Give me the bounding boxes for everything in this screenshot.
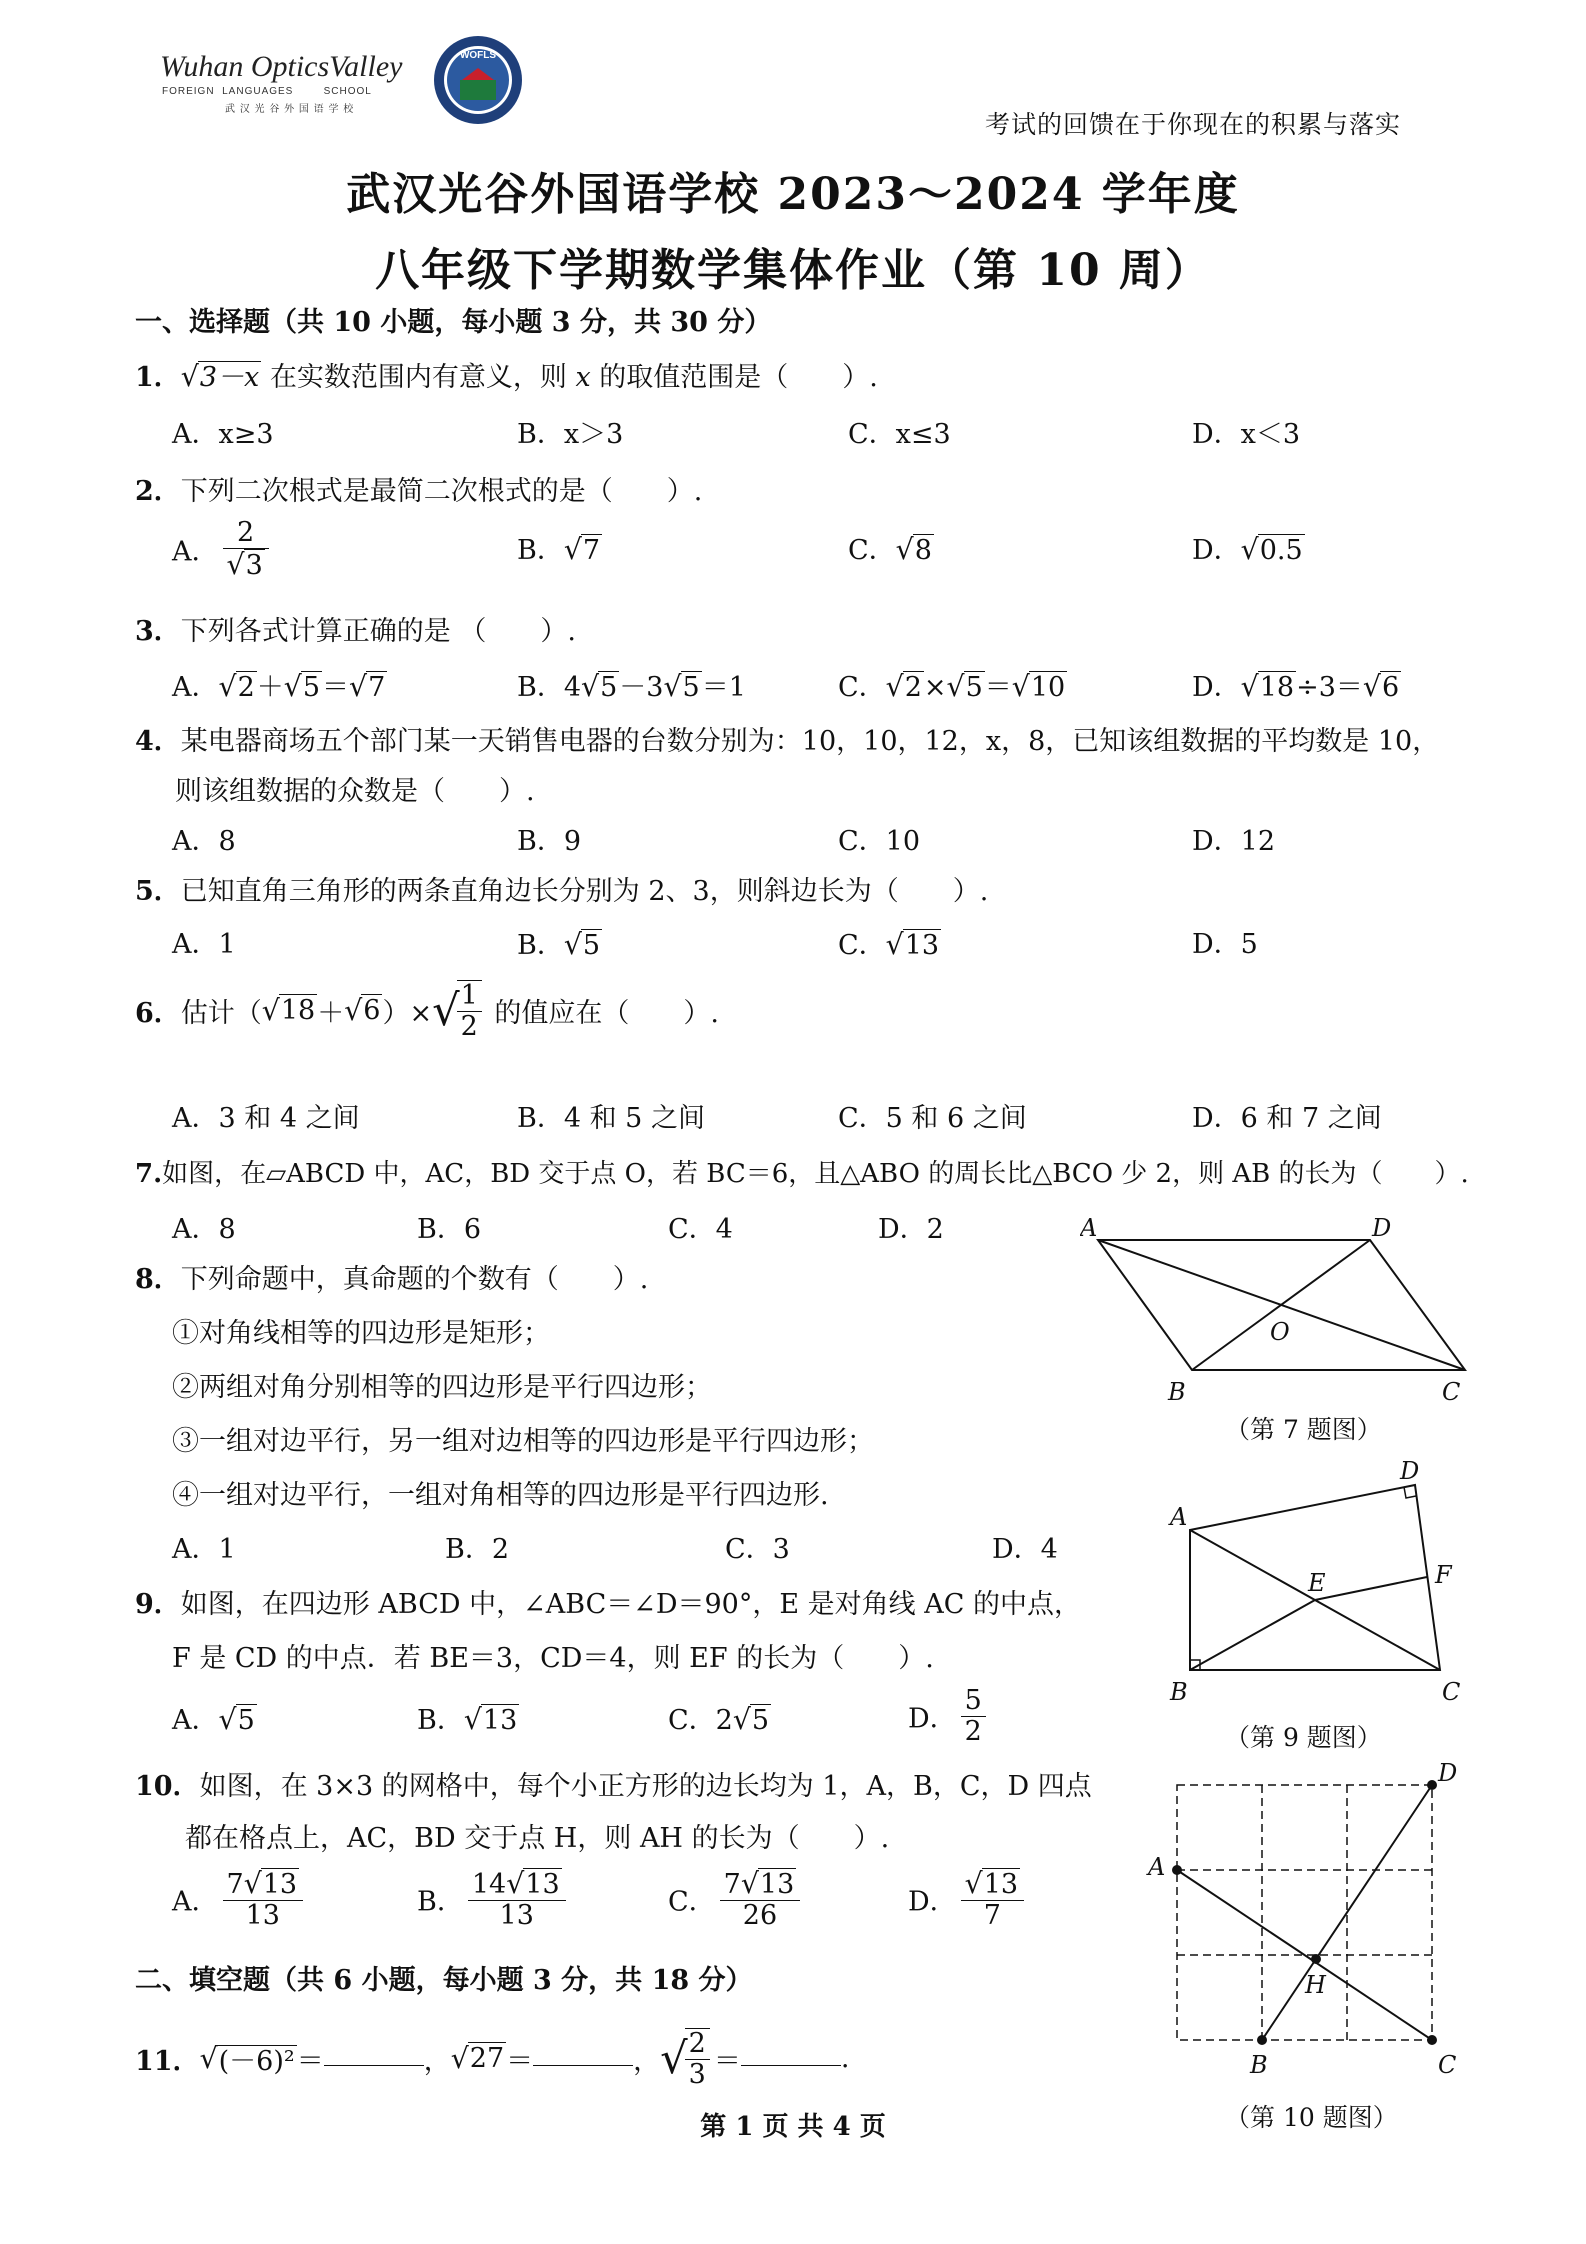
q1-option-d: D．x＜3 <box>1192 419 1301 450</box>
q9-stem-line1: 9．如图，在四边形 ABCD 中，∠ABC＝∠D＝90°，E 是对角线 AC 的中点， <box>135 1589 1081 1620</box>
q8-option-c: C．3 <box>725 1534 790 1565</box>
q10-label-a: A <box>1148 1853 1166 1881</box>
q4-option-b: B．9 <box>517 826 582 857</box>
school-seal-icon <box>432 34 524 126</box>
q1-option-c: C．x≤3 <box>848 419 951 450</box>
q8-item-2: ②两组对角分别相等的四边形是平行四边形； <box>172 1372 712 1403</box>
q5-option-a: A．1 <box>172 929 236 960</box>
q1-option-a: A．x≥3 <box>172 419 274 450</box>
q8-item-1: ①对角线相等的四边形是矩形； <box>172 1318 550 1349</box>
q10-label-c: C <box>1438 2051 1457 2079</box>
q5-option-c: C．√13 <box>838 928 940 961</box>
section1-heading: 一、选择题（共 10 小题，每小题 3 分，共 30 分） <box>135 307 772 338</box>
q9-label-f: F <box>1435 1561 1452 1589</box>
q2-stem: 2．下列二次根式是最简二次根式的是（ ）. <box>135 476 703 507</box>
q9-figure <box>1150 1455 1470 1715</box>
q7-label-o: O <box>1270 1318 1290 1346</box>
q7-label-d: D <box>1372 1214 1392 1242</box>
q3-option-b: B．4√5－3√5＝1 <box>517 670 746 703</box>
q6-stem: 6．估计（√18＋√6）×√ $\frac{1}{2}$ 的值应在（ ）. <box>135 980 719 1042</box>
q9-label-c: C <box>1442 1678 1461 1706</box>
q10-label-d: D <box>1438 1759 1458 1787</box>
q10-option-a: A． $\frac{7√13}{13}$ <box>172 1868 307 1930</box>
q8-stem: 8．下列命题中，真命题的个数有（ ）. <box>135 1264 649 1295</box>
q4-option-a: A．8 <box>172 826 236 857</box>
q3-option-c: C．√2×√5＝√10 <box>838 670 1066 703</box>
school-logo <box>160 50 450 120</box>
q3-option-a: A．√2＋√5＝√7 <box>172 670 386 703</box>
q7-figure <box>1080 1210 1480 1410</box>
q9-option-a: A．√5 <box>172 1703 255 1736</box>
q4-option-d: D．12 <box>1192 826 1276 857</box>
motto: 考试的回馈在于你现在的积累与落实 <box>985 110 1402 139</box>
section2-heading: 二、填空题（共 6 小题，每小题 3 分，共 18 分） <box>135 1965 753 1996</box>
q9-label-a: A <box>1170 1503 1188 1531</box>
q9-stem-line2: F 是 CD 的中点．若 BE＝3，CD＝4，则 EF 的长为（ ）. <box>172 1643 934 1674</box>
q2-option-c: C．√8 <box>848 533 932 566</box>
q1-stem: 1．√3－x 在实数范围内有意义，则 x 的取值范围是（ ）. <box>135 360 878 393</box>
q3-option-d: D．√18÷3＝√6 <box>1192 670 1400 703</box>
q9-option-c: C．2√5 <box>668 1703 770 1736</box>
q7-option-c: C．4 <box>668 1214 733 1245</box>
q2-option-a: A． $\frac{2}{√3}$ <box>172 518 273 580</box>
q11-blank-1[interactable] <box>324 2043 424 2066</box>
q10-option-c: C． $\frac{7√13}{26}$ <box>668 1868 804 1930</box>
q2-option-b: B．√7 <box>517 533 601 566</box>
q7-option-a: A．8 <box>172 1214 236 1245</box>
q5-option-d: D．5 <box>1192 929 1258 960</box>
q2-option-d: D．√0.5 <box>1192 533 1303 566</box>
q6-option-d: D．6 和 7 之间 <box>1192 1103 1382 1134</box>
q9-caption: （第 9 题图） <box>1225 1723 1382 1752</box>
q10-label-b: B <box>1250 2051 1268 2079</box>
q10-option-b: B． $\frac{14√13}{13}$ <box>417 1868 570 1930</box>
q10-figure <box>1140 1755 1480 2095</box>
q8-item-3: ③一组对边平行，另一组对边相等的四边形是平行四边形； <box>172 1426 874 1457</box>
logo-name: Wuhan OpticsValley <box>160 50 403 83</box>
q5-stem: 5．已知直角三角形的两条直角边长分别为 2、3，则斜边长为（ ）. <box>135 876 989 907</box>
q10-option-d: D． $\frac{√13}{7}$ <box>908 1868 1028 1930</box>
q7-label-b: B <box>1168 1378 1186 1406</box>
q8-option-a: A．1 <box>172 1534 236 1565</box>
q9-label-d: D <box>1400 1457 1420 1485</box>
q7-label-c: C <box>1442 1378 1461 1406</box>
q10-stem-line1: 10．如图，在 3×3 的网格中，每个小正方形的边长均为 1，A，B，C，D 四点 <box>135 1771 1092 1802</box>
logo-sub-cn: 武 汉 光 谷 外 国 语 学 校 <box>225 104 355 115</box>
q10-label-h: H <box>1305 1971 1326 1999</box>
q10-caption: （第 10 题图） <box>1225 2103 1398 2132</box>
logo-sub-en: FOREIGN LANGUAGES SCHOOL <box>162 86 372 97</box>
q11-blank-2[interactable] <box>533 2043 633 2066</box>
q8-option-d: D．4 <box>992 1534 1058 1565</box>
q7-caption: （第 7 题图） <box>1225 1415 1382 1444</box>
q4-option-c: C．10 <box>838 826 921 857</box>
q7-option-b: B．6 <box>417 1214 482 1245</box>
q11-blank-3[interactable] <box>741 2043 841 2066</box>
q6-option-c: C．5 和 6 之间 <box>838 1103 1027 1134</box>
q9-option-d: D． $\frac{5}{2}$ <box>908 1686 990 1746</box>
q4-stem-line1: 4．某电器商场五个部门某一天销售电器的台数分别为：10，10，12，x，8，已知该组数据的平均数是 10， <box>135 726 1440 757</box>
q7-option-d: D．2 <box>878 1214 944 1245</box>
page-title-line1: 武汉光谷外国语学校 2023～2024 学年度 <box>346 169 1240 220</box>
q9-label-e: E <box>1308 1569 1326 1597</box>
q4-stem-line2: 则该组数据的众数是（ ）. <box>175 776 535 807</box>
q3-stem: 3．下列各式计算正确的是 （ ）. <box>135 616 576 647</box>
q10-stem-line2: 都在格点上，AC，BD 交于点 H，则 AH 的长为（ ）. <box>185 1823 890 1854</box>
seal-text: WOFLS <box>459 50 497 61</box>
q7-stem: 7.如图，在▱ABCD 中，AC，BD 交于点 O，若 BC＝6，且△ABO 的周长比△BCO 少 2，则 AB 的长为（ ）. <box>135 1159 1469 1189</box>
page-footer: 第 1 页 共 4 页 <box>700 2112 886 2142</box>
q6-option-b: B．4 和 5 之间 <box>517 1103 705 1134</box>
q5-option-b: B．√5 <box>517 928 601 961</box>
q11-stem: 11．√(－6)²＝ ，√27＝ ，√ $\frac{2}{3}$ ＝ . <box>135 2028 850 2090</box>
q1-option-b: B．x＞3 <box>517 419 624 450</box>
q9-option-b: B．√13 <box>417 1703 518 1736</box>
page-title-line2: 八年级下学期数学集体作业（第 10 周） <box>375 245 1211 296</box>
q9-label-b: B <box>1170 1678 1188 1706</box>
q6-option-a: A．3 和 4 之间 <box>172 1103 360 1134</box>
q8-item-4: ④一组对边平行，一组对角相等的四边形是平行四边形. <box>172 1480 829 1511</box>
q7-label-a: A <box>1080 1214 1098 1242</box>
q8-option-b: B．2 <box>445 1534 510 1565</box>
